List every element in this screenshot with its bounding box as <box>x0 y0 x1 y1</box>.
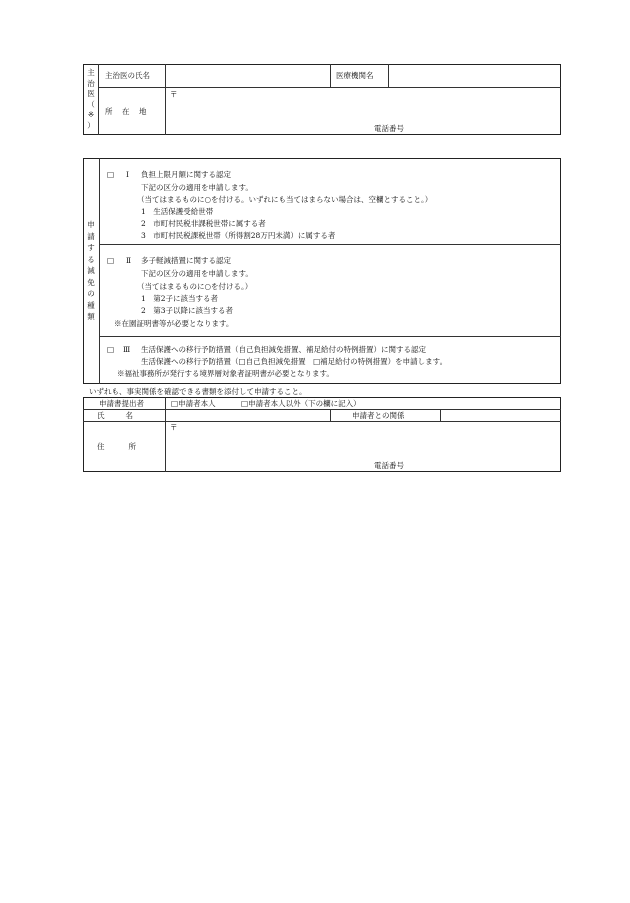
physician-address-label: 所 在 地 <box>105 107 148 116</box>
section1-line1: 下記の区分の適用を申請します。 <box>141 183 253 192</box>
section1-item-3: 3 市町村民税課税世帯（所得割28万円未満）に属する者 <box>141 231 336 240</box>
section1-numeral: Ⅰ <box>126 170 129 179</box>
physician-phone-label: 電話番号 <box>374 124 404 133</box>
section1-item-2: 2 市町村民税非課税世帯に属する者 <box>141 219 266 228</box>
reduction-side-label: 申 請 す る 減 免 の 種 類 <box>87 220 95 321</box>
section3-note: ※福祉事務所が発行する境界層対象者証明書が必要となります。 <box>117 369 334 378</box>
reduction-section-divider-2 <box>99 336 561 337</box>
applicant-name-label: 氏 名 <box>97 411 135 420</box>
section3-checkbox[interactable]: □ <box>107 345 115 354</box>
section2-line1: 下記の区分の適用を申請します。 <box>141 269 253 278</box>
relation-label-right <box>440 409 441 421</box>
section2-checkbox[interactable]: □ <box>107 256 115 265</box>
institution-label-left <box>330 64 331 87</box>
applicant-phone-label: 電話番号 <box>374 461 404 470</box>
institution-label-right <box>388 64 389 87</box>
physician-name-label: 主治医の氏名 <box>105 71 150 80</box>
section2-note: ※在園証明書等が必要となります。 <box>114 319 234 328</box>
applicant-label-divider <box>165 397 166 472</box>
applicant-name-field[interactable] <box>167 410 328 420</box>
section1-title: 負担上限月額に関する認定 <box>141 170 231 179</box>
section2-item-1: 1 第2子に該当する者 <box>141 294 219 303</box>
institution-label: 医療機関名 <box>336 71 374 80</box>
submitter-label: 申請書提出者 <box>99 399 144 408</box>
physician-row-divider <box>98 87 561 88</box>
attachment-note: いずれも、事実関係を確認できる書類を添付して申請すること。 <box>89 387 307 396</box>
reduction-divider <box>99 158 100 384</box>
section2-line2: （当てはまるものに○を付ける。） <box>137 282 253 291</box>
physician-postal-mark: 〒 <box>170 90 178 99</box>
physician-name-divider <box>165 64 166 135</box>
reduction-section-divider-1 <box>99 244 561 245</box>
submitter-self-option[interactable]: □申請者本人 <box>171 399 216 408</box>
physician-name-field[interactable] <box>167 66 328 85</box>
submitter-other-option[interactable]: □申請者本人以外（下の欄に記入） <box>241 399 361 408</box>
section2-numeral: Ⅱ <box>126 256 132 265</box>
physician-side-label: 主 治 医 （ ※ ） <box>87 68 95 130</box>
physician-divider <box>98 64 99 135</box>
section1-item-1: 1 生活保護受給世帯 <box>141 207 214 216</box>
relation-label: 申請者との関係 <box>352 411 405 420</box>
section3-numeral: Ⅲ <box>123 345 131 354</box>
institution-field[interactable] <box>390 66 558 85</box>
applicant-postal-mark: 〒 <box>170 423 178 432</box>
physician-address-field[interactable] <box>167 89 559 133</box>
section1-line2: （当てはまるものに○を付ける。いずれにも当てはまらない場合は、空欄とすること。） <box>137 195 433 204</box>
section3-line1: 生活保護への移行予防措置（□自己負担減免措置 □補足給付の特例措置）を申請します。 <box>141 357 448 366</box>
section2-title: 多子軽減措置に関する認定 <box>141 256 231 265</box>
relation-field[interactable] <box>442 410 559 420</box>
section1-checkbox[interactable]: □ <box>107 170 115 179</box>
section3-title: 生活保護への移行予防措置（自己負担減免措置、補足給付の特例措置）に関する認定 <box>141 345 426 354</box>
applicant-address-label: 住 所 <box>97 442 139 451</box>
relation-label-left <box>330 409 331 421</box>
applicant-address-field[interactable] <box>167 422 559 470</box>
section2-item-2: 2 第3子以降に該当する者 <box>141 306 234 315</box>
